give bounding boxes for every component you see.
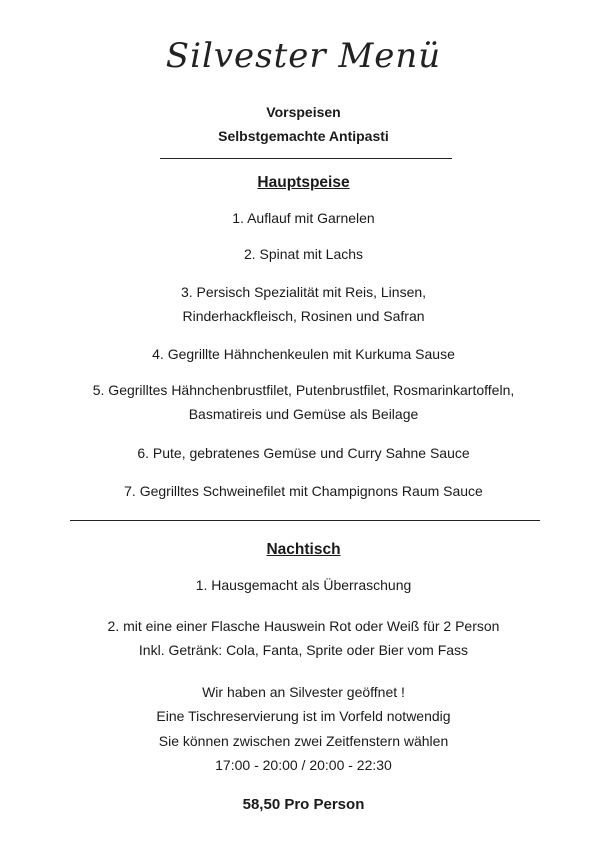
hauptspeise-item-5b: Basmatireis und Gemüse als Beilage (188, 406, 419, 422)
hauptspeise-item-3a: 3. Persisch Spezialität mit Reis, Linsen, (180, 284, 427, 300)
hauptspeise-item-4: 4. Gegrillte Hähnchenkeulen mit Kurkuma Sause (152, 346, 455, 362)
hauptspeise-item-2: 2. Spinat mit Lachs (243, 246, 364, 262)
nachtisch-item-1: 1. Hausgemacht als Überraschung (195, 577, 412, 593)
hauptspeise-item-6: 6. Pute, gebratenes Gemüse und Curry Sahne Sauce (137, 445, 470, 461)
info-reservation-line: Eine Tischreservierung ist im Vorfeld notwendig (156, 708, 451, 724)
divider-middle (70, 520, 540, 521)
hauptspeise-item-1: 1. Auflauf mit Garnelen (232, 210, 375, 226)
divider-top (160, 158, 452, 159)
vorspeisen-heading: Vorspeisen (266, 104, 341, 120)
hauptspeise-heading: Hauptspeise (257, 174, 350, 191)
info-times: 17:00 - 20:00 / 20:00 - 22:30 (215, 757, 392, 773)
price-text: 58,50 Pro Person (242, 796, 365, 813)
info-timeslot-line: Sie können zwischen zwei Zeitfenstern wählen (158, 733, 449, 749)
nachtisch-heading: Nachtisch (266, 541, 341, 558)
hauptspeise-item-3b: Rinderhackfleisch, Rosinen und Safran (182, 308, 425, 324)
nachtisch-item-2: 2. mit eine einer Flasche Hauswein Rot oder Weiß für 2 Person (107, 618, 500, 634)
nachtisch-item-3: Inkl. Getränk: Cola, Fanta, Sprite oder Bier vom Fass (138, 642, 469, 658)
vorspeisen-item: Selbstgemachte Antipasti (218, 128, 389, 144)
menu-title: Silvester Menü (165, 36, 442, 76)
hauptspeise-item-7: 7. Gegrilltes Schweinefilet mit Champignons Raum Sauce (124, 483, 483, 499)
info-open-line: Wir haben an Silvester geöffnet ! (202, 684, 405, 700)
hauptspeise-item-5a: 5. Gegrilltes Hähnchenbrustfilet, Putenbrustfilet, Rosmarinkartoffeln, (92, 382, 515, 398)
